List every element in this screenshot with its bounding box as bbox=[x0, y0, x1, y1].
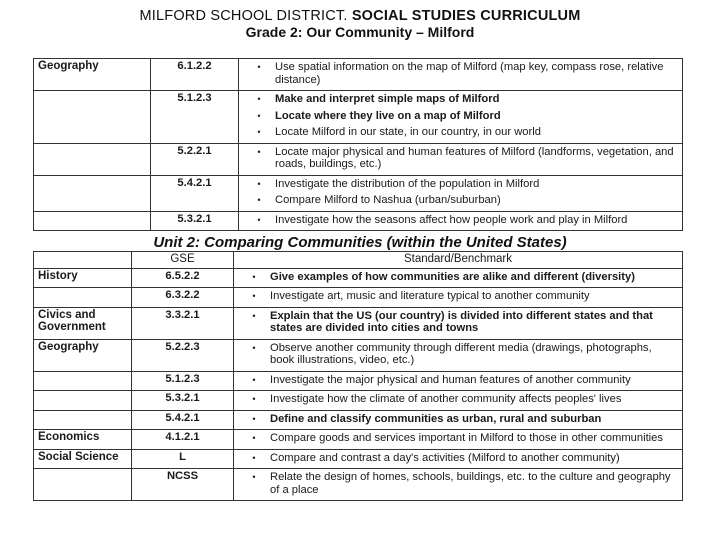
gse-cell: 5.3.2.1 bbox=[132, 391, 234, 411]
standard-text: Investigate the distribution of the population in Milford bbox=[275, 177, 540, 190]
standard-text: Compare Milford to Nashua (urban/suburban) bbox=[275, 194, 501, 206]
standard-text: Make and interpret simple maps of Milford bbox=[275, 93, 500, 105]
standard-item bbox=[238, 392, 678, 408]
standard-item bbox=[243, 108, 678, 125]
standard-cell bbox=[234, 288, 683, 308]
standard-text: Compare and contrast a day's activities (Milford to another community) bbox=[270, 451, 620, 464]
standard-item bbox=[243, 145, 678, 173]
subject-cell bbox=[34, 391, 132, 411]
bullet-icon: • bbox=[257, 195, 261, 205]
unit2-title: Unit 2: Comparing Communities (within the United States) bbox=[153, 234, 567, 251]
subject-cell bbox=[34, 469, 132, 501]
standard-cell bbox=[234, 268, 683, 288]
subject-cell bbox=[34, 288, 132, 308]
standard-text: Define and classify communities as urban, rural and suburban bbox=[270, 412, 602, 425]
standard-item bbox=[243, 60, 678, 88]
subject-cell bbox=[34, 211, 151, 231]
bullet-icon: • bbox=[257, 146, 261, 157]
standard-cell bbox=[234, 430, 683, 450]
standard-text: Compare goods and services important in Milford to those in other communities bbox=[270, 432, 663, 444]
standard-item bbox=[243, 213, 678, 229]
curriculum-name: SOCIAL STUDIES CURRICULUM bbox=[351, 8, 581, 24]
bullet-icon: • bbox=[252, 374, 256, 385]
standard-text: Investigate art, music and literature typical to another community bbox=[270, 290, 590, 302]
gse-cell: 5.4.2.1 bbox=[132, 410, 234, 430]
gse-cell: 5.2.2.1 bbox=[151, 143, 239, 175]
standard-item bbox=[238, 373, 678, 389]
subject-cell: Social Science bbox=[34, 449, 132, 469]
gse-cell: 5.2.2.3 bbox=[132, 339, 234, 371]
bullet-icon: • bbox=[252, 433, 256, 443]
table-row bbox=[34, 307, 683, 339]
standard-cell bbox=[239, 59, 683, 91]
grade-title: Grade 2: Our Community – Milford bbox=[245, 24, 475, 40]
standard-item bbox=[243, 124, 678, 141]
gse-cell: 6.5.2.2 bbox=[132, 268, 234, 288]
bullet-icon: • bbox=[252, 452, 256, 463]
standard-text: Locate Milford in our state, in our country, in our world bbox=[275, 126, 541, 138]
standard-text: Investigate the major physical and human features of another community bbox=[270, 373, 631, 386]
bullet-icon: • bbox=[257, 214, 261, 225]
standard-text: Use spatial information on the map of Milford (map key, compass rose, relative distance) bbox=[275, 61, 664, 86]
bullet-icon: • bbox=[257, 94, 261, 104]
table-row bbox=[34, 211, 683, 231]
subject-cell: Geography bbox=[34, 339, 132, 371]
column-header-subject bbox=[34, 252, 132, 269]
subject-cell: Geography bbox=[34, 59, 151, 91]
bullet-icon: • bbox=[257, 127, 261, 137]
bullet-icon: • bbox=[257, 178, 261, 189]
bullet-icon: • bbox=[252, 310, 256, 321]
bullet-icon: • bbox=[252, 342, 256, 353]
standard-cell bbox=[234, 307, 683, 339]
table-row bbox=[34, 410, 683, 430]
standard-item bbox=[243, 92, 678, 108]
district-name: MILFORD SCHOOL DISTRICT. bbox=[139, 8, 348, 24]
table-row bbox=[34, 391, 683, 411]
table-row bbox=[34, 469, 683, 501]
standard-item bbox=[243, 177, 678, 193]
standard-text: Observe another community through different media (drawings, photographs, book illustrations, video, etc.) bbox=[270, 341, 652, 366]
table-row bbox=[34, 175, 683, 211]
standard-item bbox=[243, 192, 678, 209]
table-row bbox=[34, 371, 683, 391]
unit2-table bbox=[33, 251, 683, 501]
column-header-standard: Standard/Benchmark bbox=[234, 252, 683, 269]
bullet-icon: • bbox=[252, 394, 256, 404]
standard-text: Locate where they live on a map of Milford bbox=[275, 109, 501, 122]
standard-cell bbox=[234, 449, 683, 469]
gse-cell: NCSS bbox=[132, 469, 234, 501]
table-row bbox=[34, 288, 683, 308]
bullet-icon: • bbox=[252, 271, 256, 282]
bullet-icon: • bbox=[257, 62, 261, 72]
gse-cell: 5.1.2.3 bbox=[151, 91, 239, 144]
subject-cell bbox=[34, 410, 132, 430]
gse-cell: 6.3.2.2 bbox=[132, 288, 234, 308]
standard-cell bbox=[234, 391, 683, 411]
bullet-icon: • bbox=[257, 110, 261, 121]
standard-item bbox=[238, 341, 678, 369]
standard-cell bbox=[239, 91, 683, 144]
document-title bbox=[0, 8, 720, 24]
subject-cell: Civics and Government bbox=[34, 307, 132, 339]
standard-item bbox=[238, 412, 678, 428]
table-row bbox=[34, 449, 683, 469]
standard-text: Explain that the US (our country) is divided into different states and that states are divided into cities and towns bbox=[270, 309, 653, 334]
table-row bbox=[34, 91, 683, 144]
standard-item bbox=[238, 451, 678, 467]
subject-cell bbox=[34, 91, 151, 144]
standard-item bbox=[238, 470, 678, 498]
table-header-row bbox=[34, 252, 683, 269]
standard-item bbox=[238, 431, 678, 447]
standard-cell bbox=[234, 469, 683, 501]
bullet-icon: • bbox=[252, 472, 256, 482]
bullet-icon: • bbox=[252, 291, 256, 301]
subject-cell bbox=[34, 143, 151, 175]
subject-cell bbox=[34, 371, 132, 391]
table-row bbox=[34, 339, 683, 371]
standard-text: Relate the design of homes, schools, buildings, etc. to the culture and geography of a place bbox=[270, 471, 671, 496]
standard-text: Locate major physical and human features of Milford (landforms, vegetation, and roads, buildings, etc.) bbox=[275, 145, 674, 170]
gse-cell: L bbox=[132, 449, 234, 469]
standard-item bbox=[238, 289, 678, 305]
standard-cell bbox=[234, 410, 683, 430]
standard-cell bbox=[239, 175, 683, 211]
table-row bbox=[34, 143, 683, 175]
standard-item bbox=[238, 270, 678, 286]
table-row bbox=[34, 268, 683, 288]
standard-cell bbox=[234, 371, 683, 391]
bullet-icon: • bbox=[252, 413, 256, 424]
subject-cell: Economics bbox=[34, 430, 132, 450]
gse-cell: 5.3.2.1 bbox=[151, 211, 239, 231]
gse-cell: 5.4.2.1 bbox=[151, 175, 239, 211]
standard-text: Investigate how the seasons affect how people work and play in Milford bbox=[275, 213, 628, 226]
standard-text: Investigate how the climate of another community affects peoples' lives bbox=[270, 393, 622, 405]
standard-item bbox=[238, 309, 678, 337]
gse-cell: 4.1.2.1 bbox=[132, 430, 234, 450]
gse-cell: 3.3.2.1 bbox=[132, 307, 234, 339]
subject-cell bbox=[34, 175, 151, 211]
table-row bbox=[34, 430, 683, 450]
subject-cell: History bbox=[34, 268, 132, 288]
standard-cell bbox=[234, 339, 683, 371]
standard-text: Give examples of how communities are alike and different (diversity) bbox=[270, 270, 635, 283]
column-header-gse: GSE bbox=[132, 252, 234, 269]
gse-cell: 6.1.2.2 bbox=[151, 59, 239, 91]
table-row bbox=[34, 59, 683, 91]
gse-cell: 5.1.2.3 bbox=[132, 371, 234, 391]
standard-cell bbox=[239, 211, 683, 231]
unit1-table bbox=[33, 58, 683, 231]
standard-cell bbox=[239, 143, 683, 175]
